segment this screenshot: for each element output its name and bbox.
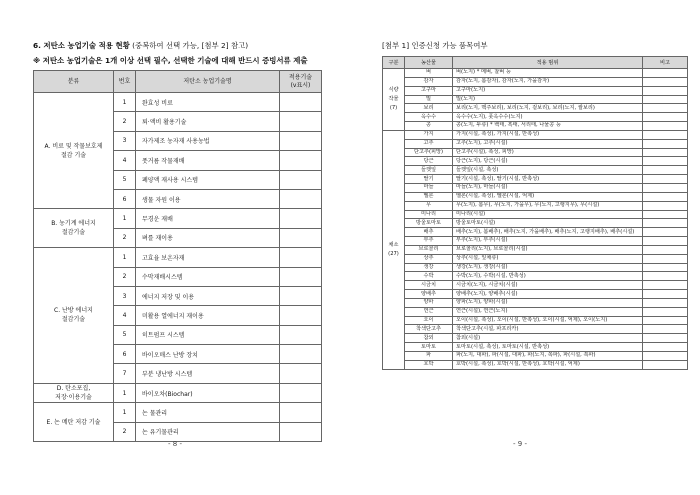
crop-remarks <box>643 157 688 166</box>
tech-category: A. 비료 및 작물보호제 절감 기술 <box>34 93 114 209</box>
table-header-row <box>383 57 688 69</box>
table-row <box>383 166 688 175</box>
applied-check-cell[interactable] <box>280 325 322 344</box>
table-row <box>34 209 322 228</box>
crop-remarks <box>643 237 688 246</box>
crop-group-label: 채소 (27) <box>383 130 405 369</box>
applied-check-cell[interactable] <box>280 364 322 383</box>
crop-name: 배추 <box>405 228 453 237</box>
tech-name: 수막재배시스템 <box>136 267 280 286</box>
table-row <box>383 77 688 86</box>
tech-category: C. 난방 에너지 절감기술 <box>34 248 114 384</box>
crop-name: 콩 <box>405 122 453 131</box>
crop-remarks <box>643 352 688 361</box>
table-row <box>383 86 688 95</box>
crop-name: 양파 <box>405 298 453 307</box>
crop-name: 파 <box>405 352 453 361</box>
table-row <box>34 248 322 267</box>
tech-name: 히트펌프 시스템 <box>136 325 280 344</box>
right-page <box>350 0 700 495</box>
crop-name: 가지 <box>405 130 453 139</box>
tech-number: 3 <box>114 131 136 150</box>
applied-check-cell[interactable] <box>280 345 322 364</box>
crop-remarks <box>643 325 688 334</box>
crop-scope: 미나리(시설) <box>453 210 643 219</box>
crop-scope: 양배추(노지), 양배추(시설) <box>453 290 643 299</box>
table-row <box>383 210 688 219</box>
crop-scope: 연근(시설), 연근(노지) <box>453 307 643 316</box>
crop-scope: 콩(노지, 두류) * 백태, 흑태, 서리태, 나물콩 등 <box>453 122 643 131</box>
crop-remarks <box>643 228 688 237</box>
tech-number: 4 <box>114 306 136 325</box>
crop-scope: 호박(시설, 촉성), 호박(시설, 반촉성), 호박(시설, 억제) <box>453 360 643 369</box>
tech-number: 1 <box>114 93 136 112</box>
tech-name: 에너지 저장 및 이용 <box>136 286 280 305</box>
applied-check-cell[interactable] <box>280 267 322 286</box>
crop-scope: 토마토(시설, 촉성), 토마토(시설, 반촉성) <box>453 343 643 352</box>
crop-remarks <box>643 69 688 78</box>
crop-scope: 멜론(시설, 촉성), 멜론(시설, 억제) <box>453 192 643 201</box>
section-note: ※ 저탄소 농업기술은 1개 이상 선택 필수, 선택한 기술에 대해 반드시 증빙서류 제출 <box>33 56 308 65</box>
crop-name: 상추 <box>405 254 453 263</box>
tech-name: 완효성 비료 <box>136 93 280 112</box>
tech-number: 1 <box>114 403 136 422</box>
crop-group-label: 식량 작물 (7) <box>383 69 405 131</box>
page-number-right: - 9 - <box>513 440 527 448</box>
table-row <box>383 237 688 246</box>
table-row <box>383 113 688 122</box>
crop-remarks <box>643 113 688 122</box>
tech-name: 논 물관리 <box>136 403 280 422</box>
crop-scope: 생강(노지), 생강(시설) <box>453 263 643 272</box>
crop-name: 밀 <box>405 95 453 104</box>
tech-name: 자가제조 농자재 사용농법 <box>136 131 280 150</box>
table-row <box>383 130 688 139</box>
tech-number: 4 <box>114 151 136 170</box>
applied-check-cell[interactable] <box>280 286 322 305</box>
crop-scope: 오이(시설, 촉성), 오이(시설, 반촉성), 오이(시설, 억제), 오이(노지) <box>453 316 643 325</box>
table-row <box>34 403 322 422</box>
crop-name: 연근 <box>405 307 453 316</box>
crop-remarks <box>643 192 688 201</box>
applied-check-cell[interactable] <box>280 151 322 170</box>
crop-scope: 착색단고추(시설, 파프리카) <box>453 325 643 334</box>
crop-name: 호박 <box>405 360 453 369</box>
crop-name: 멜론 <box>405 192 453 201</box>
table-row <box>383 334 688 343</box>
crop-name: 양배추 <box>405 290 453 299</box>
crop-scope: 당근(노지), 당근(시설) <box>453 157 643 166</box>
crop-name: 옥수수 <box>405 113 453 122</box>
header-remarks: 비고 <box>643 57 688 69</box>
table-row <box>383 307 688 316</box>
tech-table-body <box>34 93 322 442</box>
tech-category: D. 탄소포집, 저장·이용기술 <box>34 383 114 402</box>
tech-number: 7 <box>114 364 136 383</box>
tech-number: 1 <box>114 383 136 402</box>
applied-check-cell[interactable] <box>280 228 322 247</box>
applied-check-cell[interactable] <box>280 189 322 208</box>
crop-name: 보리 <box>405 104 453 113</box>
table-row <box>383 192 688 201</box>
table-row <box>383 104 688 113</box>
section-title: 6. 저탄소 농업기술 적용 현황 (중복하여 선택 가능, [첨부 2] 참고) <box>33 41 249 50</box>
table-row <box>383 360 688 369</box>
crop-name: 단고추(피망) <box>405 148 453 157</box>
crop-scope: 딸기(시설, 촉성), 딸기(시설, 반촉성) <box>453 175 643 184</box>
crop-remarks <box>643 148 688 157</box>
header-crop: 농산물 <box>405 57 453 69</box>
crop-name: 오이 <box>405 316 453 325</box>
applied-check-cell[interactable] <box>280 131 322 150</box>
crop-name: 생강 <box>405 263 453 272</box>
table-row <box>383 228 688 237</box>
crop-name: 벼 <box>405 69 453 78</box>
crop-remarks <box>643 77 688 86</box>
table-row <box>383 254 688 263</box>
crop-remarks <box>643 183 688 192</box>
header-division: 구분 <box>383 57 405 69</box>
tech-name: 무경운 재배 <box>136 209 280 228</box>
crop-name: 브로콜리 <box>405 245 453 254</box>
crop-scope: 양파(노지), 양파(시설) <box>453 298 643 307</box>
header-category: 분류 <box>34 71 114 93</box>
crop-remarks <box>643 95 688 104</box>
applied-check-cell[interactable] <box>280 248 322 267</box>
table-row <box>383 175 688 184</box>
crop-remarks <box>643 263 688 272</box>
tech-number: 1 <box>114 209 136 228</box>
eligible-crops-table <box>382 56 688 370</box>
table-row <box>383 219 688 228</box>
crop-remarks <box>643 139 688 148</box>
crop-scope: 보리(노지, 맥주보리), 보리(노지, 겉보리), 보리(노지, 쌀보리) <box>453 104 643 113</box>
crop-remarks <box>643 360 688 369</box>
crop-remarks <box>643 316 688 325</box>
crop-name: 착색단고추 <box>405 325 453 334</box>
tech-name: 부분 냉난방 시스템 <box>136 364 280 383</box>
applied-check-cell[interactable] <box>280 93 322 112</box>
tech-number: 2 <box>114 112 136 131</box>
crop-remarks <box>643 307 688 316</box>
crop-remarks <box>643 130 688 139</box>
crop-remarks <box>643 201 688 210</box>
crop-scope: 배추(노지), 봄배추), 배추(노지, 가을배추), 배추(노지, 고랭지배추), 배추(시설) <box>453 228 643 237</box>
crop-scope: 벼(노지) * 메벼, 찰벼 등 <box>453 69 643 78</box>
tech-number: 6 <box>114 189 136 208</box>
crop-scope: 옥수수(노지), 풋옥수수(노지) <box>453 113 643 122</box>
crop-scope: 고추(노지), 고추(시설) <box>453 139 643 148</box>
crop-remarks <box>643 166 688 175</box>
crop-scope: 밀(노지) <box>453 95 643 104</box>
header-tech-name: 저탄소 농업기술명 <box>136 71 280 93</box>
header-number: 번호 <box>114 71 136 93</box>
table-row <box>383 95 688 104</box>
table-row <box>383 263 688 272</box>
crop-name: 무 <box>405 201 453 210</box>
crop-remarks <box>643 334 688 343</box>
table-row <box>383 183 688 192</box>
tech-number: 2 <box>114 228 136 247</box>
crop-remarks <box>643 175 688 184</box>
tech-number: 2 <box>114 267 136 286</box>
crop-table-body <box>383 69 688 370</box>
table-row <box>34 383 322 402</box>
crop-remarks <box>643 86 688 95</box>
crop-name: 미나리 <box>405 210 453 219</box>
table-header-row <box>34 71 322 93</box>
table-row <box>383 290 688 299</box>
tech-category: B. 농기계 에너지 절감기술 <box>34 209 114 248</box>
applied-check-cell[interactable] <box>280 170 322 189</box>
low-carbon-tech-table <box>33 70 322 442</box>
tech-name: 바이오차(Biochar) <box>136 383 280 402</box>
crop-scope: 참외(시설) <box>453 334 643 343</box>
table-row <box>383 272 688 281</box>
table-row <box>383 148 688 157</box>
applied-check-cell[interactable] <box>280 112 322 131</box>
crop-name: 감자 <box>405 77 453 86</box>
crop-name: 들깻잎 <box>405 166 453 175</box>
crop-scope: 감자(노지, 봄감자), 감자(노지, 가을감자) <box>453 77 643 86</box>
applied-check-cell[interactable] <box>280 306 322 325</box>
tech-number: 5 <box>114 170 136 189</box>
tech-name: 고효율 보온자재 <box>136 248 280 267</box>
crop-scope: 파(노지, 대파), 파(시설, 대파), 파(노지, 쪽파), 파(시설, 쪽파) <box>453 352 643 361</box>
tech-number: 1 <box>114 248 136 267</box>
tech-name: 폐양액 재사용 시스템 <box>136 170 280 189</box>
crop-remarks <box>643 245 688 254</box>
tech-name: 퇴·액비 활용기술 <box>136 112 280 131</box>
crop-name: 딸기 <box>405 175 453 184</box>
crop-name: 마늘 <box>405 183 453 192</box>
crop-remarks <box>643 343 688 352</box>
crop-name: 시금치 <box>405 281 453 290</box>
tech-name: 미활용 열에너지 재이용 <box>136 306 280 325</box>
crop-remarks <box>643 281 688 290</box>
applied-check-cell[interactable] <box>280 383 322 402</box>
tech-name: 바이오매스 난방 장치 <box>136 345 280 364</box>
crop-name: 부추 <box>405 237 453 246</box>
tech-number: 2 <box>114 422 136 441</box>
crop-name: 고추 <box>405 139 453 148</box>
table-row <box>383 343 688 352</box>
crop-scope: 고구마(노지) <box>453 86 643 95</box>
crop-scope: 무(노지), 봄무), 무(노지, 가을무), 무(노지, 고랭지무), 무(시설) <box>453 201 643 210</box>
tech-number: 3 <box>114 286 136 305</box>
crop-name: 고구마 <box>405 86 453 95</box>
attachment-title: [첨부 1] 인증신청 가능 품목여부 <box>382 41 488 50</box>
tech-name: 벼를 재이용 <box>136 228 280 247</box>
crop-remarks <box>643 210 688 219</box>
crop-remarks <box>643 254 688 263</box>
crop-scope: 상추(시설, 잎채류) <box>453 254 643 263</box>
table-row <box>34 93 322 112</box>
crop-remarks <box>643 298 688 307</box>
tech-category: E. 논 메탄 저감 기술 <box>34 403 114 442</box>
tech-name: 생물 자원 이용 <box>136 189 280 208</box>
applied-check-cell[interactable] <box>280 209 322 228</box>
header-applied: 적용기술 (v표시) <box>280 71 322 93</box>
crop-scope: 들깻잎(시설, 촉성) <box>453 166 643 175</box>
crop-name: 수박 <box>405 272 453 281</box>
crop-scope: 마늘(노지), 마늘(시설) <box>453 183 643 192</box>
crop-name: 당근 <box>405 157 453 166</box>
tech-name: 논 유기물관리 <box>136 422 280 441</box>
table-row <box>383 352 688 361</box>
tech-number: 6 <box>114 345 136 364</box>
table-row <box>383 201 688 210</box>
table-row <box>383 245 688 254</box>
table-row <box>383 281 688 290</box>
table-row <box>383 69 688 78</box>
table-row <box>383 316 688 325</box>
crop-remarks <box>643 122 688 131</box>
crop-name: 토마토 <box>405 343 453 352</box>
table-row <box>383 122 688 131</box>
crop-remarks <box>643 272 688 281</box>
crop-scope: 방울토마토(시설) <box>453 219 643 228</box>
table-row <box>383 139 688 148</box>
tech-name: 풋거름 작물재배 <box>136 151 280 170</box>
page-number-left: - 8 - <box>168 440 182 448</box>
crop-scope: 수박(노지), 수박(시설, 반촉성) <box>453 272 643 281</box>
table-row <box>383 298 688 307</box>
crop-remarks <box>643 219 688 228</box>
crop-scope: 단고추(시설), 촉성, 피망) <box>453 148 643 157</box>
applied-check-cell[interactable] <box>280 403 322 422</box>
crop-scope: 가지(시설, 촉성), 가지(시설, 반촉성) <box>453 130 643 139</box>
crop-scope: 부추(노지), 부추(시설) <box>453 237 643 246</box>
applied-check-cell[interactable] <box>280 422 322 441</box>
crop-scope: 시금치(노지), 시금치(시설) <box>453 281 643 290</box>
crop-remarks <box>643 290 688 299</box>
crop-name: 방울토마토 <box>405 219 453 228</box>
table-row <box>383 157 688 166</box>
crop-remarks <box>643 104 688 113</box>
tech-number: 5 <box>114 325 136 344</box>
crop-scope: 브로콜리(노지), 브로콜리(시설) <box>453 245 643 254</box>
header-scope: 적용 범위 <box>453 57 643 69</box>
crop-name: 참외 <box>405 334 453 343</box>
table-row <box>383 325 688 334</box>
